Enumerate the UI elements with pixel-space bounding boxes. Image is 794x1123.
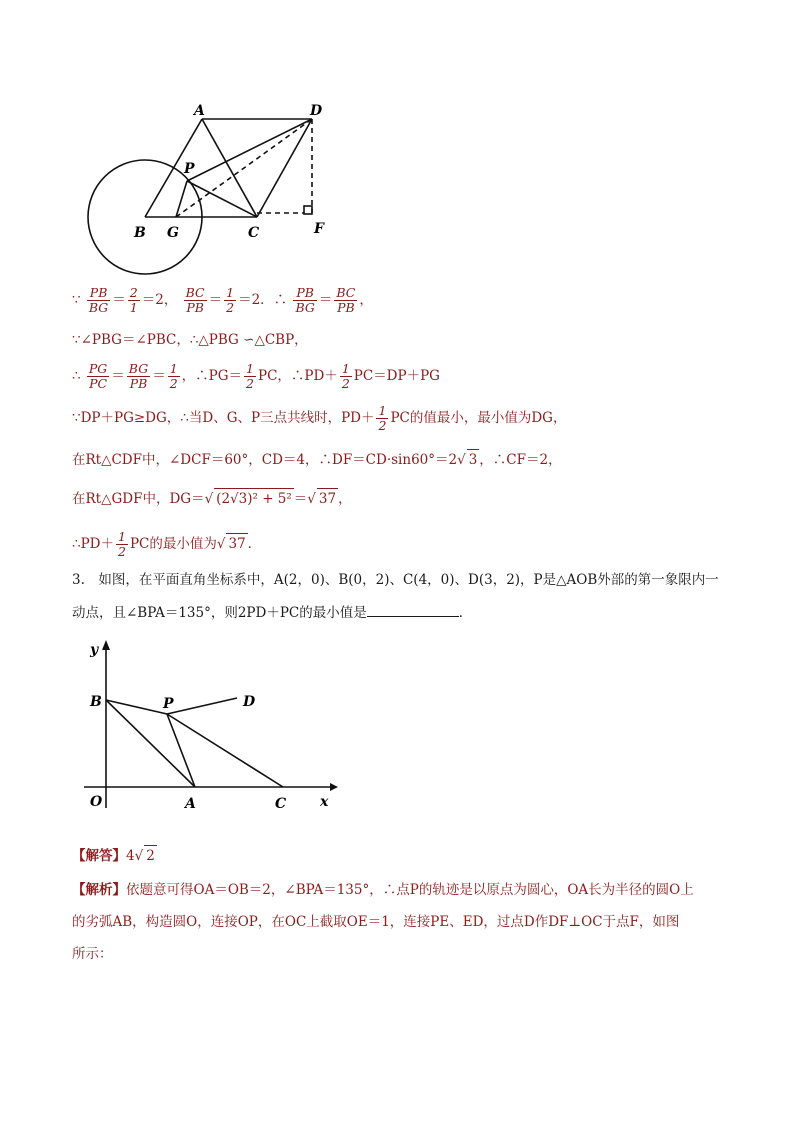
analysis-line-2: 的劣弧AB，构造圆O，连接OP，在OC上截取OE＝1，连接PE、ED，过点D作DF⊥OC于点F，如图 [72, 914, 680, 930]
label-p: P [184, 161, 195, 177]
geometry-figure-1 [80, 95, 340, 285]
label-a: A [194, 103, 205, 119]
solution-line-1: ∵ $\frac{PB}{BG}$ ＝ $\frac{2}{1}$ ＝2， $\frac{BC}{PB}$ ＝ $\frac{1}{2}$ ＝2．∴ $\frac{PB}{BG}$ ＝ $\frac{BC}{PB}$ ， [72, 285, 373, 315]
problem-3-line-1: 3. 如图，在平面直角坐标系中，A(2，0)、B(0，2)、C(4，0)、D(3，2)，P是△AOB外部的第一象限内一 [72, 572, 719, 588]
analysis-line-1: 【解析】依题意可得OA＝OB＝2，∠BPA＝135°，∴点P的轨迹是以原点为圆心，OA长为半径的圆O上 [72, 882, 694, 898]
answer-blank [367, 602, 459, 617]
answer-tag: 【解答】 [72, 848, 126, 864]
solution-line-7: ∴PD＋ $\frac{1}{2}$ PC的最小值为√ 37 ． [72, 529, 262, 559]
problem-3-line-2: 动点，且∠BPA＝135°，则2PD＋PC的最小值是 ． [72, 602, 472, 623]
solution-line-5: 在Rt△CDF中，∠DCF＝60°，CD＝4，∴DF＝CD·sin60°＝2√ 3 ，∴CF＝2， [72, 449, 562, 470]
label-p2: P [163, 696, 174, 712]
label-b: B [134, 225, 146, 241]
label-x: x [320, 794, 329, 810]
coordinate-figure [80, 636, 350, 826]
solution-line-2: ∵∠PBG＝∠PBC，∴△PBG ∽△CBP， [72, 332, 308, 348]
solution-line-4: ∵DP＋PG≥DG，∴当D、G、P三点共线时，PD＋ $\frac{1}{2}$ PC的值最小，最小值为DG， [72, 403, 567, 433]
label-y: y [90, 642, 99, 658]
answer-line: 【解答】4√ 2 [72, 845, 157, 866]
label-d: D [310, 103, 323, 119]
label-f: F [314, 221, 324, 237]
label-c2: C [275, 796, 287, 812]
label-b2: B [90, 694, 102, 710]
label-c: C [248, 225, 260, 241]
label-g: G [167, 225, 179, 241]
label-a2: A [185, 796, 196, 812]
solution-line-3: ∴ $\frac{PG}{PC}$ ＝ $\frac{BG}{PB}$ ＝ $\frac{1}{2}$ ，∴PG＝ $\frac{1}{2}$ PC，∴PD＋ $\frac{1}{2}$ PC＝DP＋PG [72, 361, 440, 391]
label-d2: D [243, 694, 256, 710]
label-o: O [90, 794, 103, 810]
solution-line-6: 在Rt△GDF中，DG＝√ (2√3)² + 5² ＝√ 37 ， [72, 488, 352, 509]
analysis-tag: 【解析】 [72, 882, 126, 898]
analysis-line-3: 所示： [72, 946, 113, 962]
